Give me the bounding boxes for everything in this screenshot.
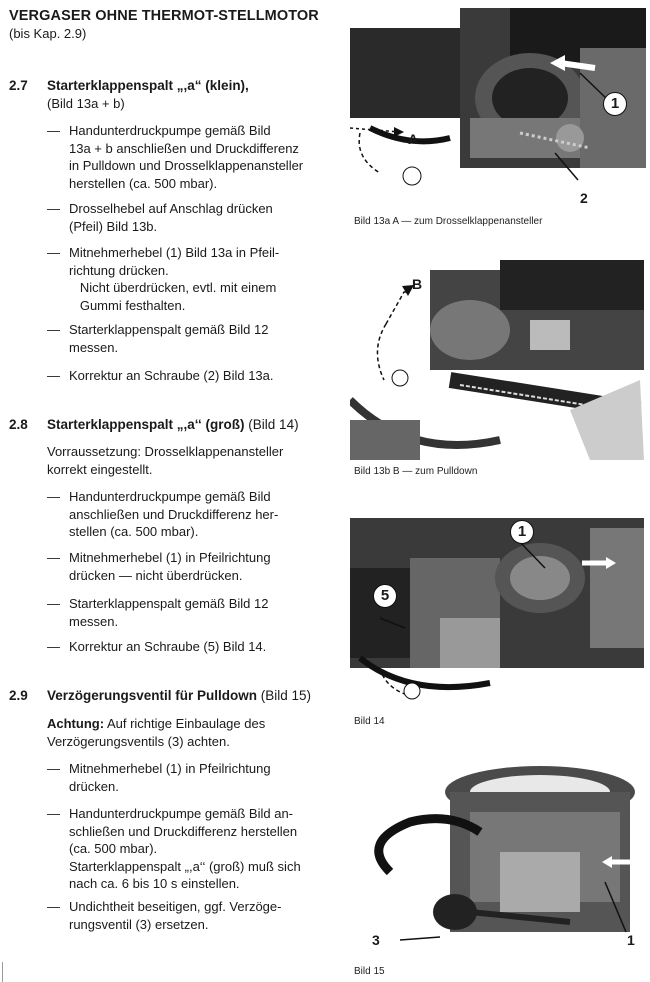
figure-15-caption: Bild 15 <box>354 966 385 977</box>
list-dash: — <box>47 550 60 565</box>
section-number: 2.9 <box>9 688 28 703</box>
attention-note <box>47 715 265 733</box>
figure-13b-caption: Bild 13b B — zum Pulldown <box>354 466 478 477</box>
figure-callout-1: 1 <box>627 932 635 948</box>
list-item-text: Starterklappenspalt gemäß Bild 12 messen. <box>69 596 269 629</box>
margin-mark <box>2 962 3 982</box>
figure-13a-photo <box>350 8 646 208</box>
list-item-text: Undichtheit beseitigen, ggf. Verzöge- rungsventil (3) ersetzen. <box>69 899 282 932</box>
list-item-text: Handunterdruckpumpe gemäß Bild anschließen und Druckdifferenz her- stellen (ca. 500 mbar). <box>69 489 279 539</box>
list-item-text: Mitnehmerhebel (1) in Pfeilrichtung drücken — nicht überdrücken. <box>69 550 271 583</box>
list-dash: — <box>47 368 60 383</box>
attention-label: Achtung: <box>47 716 105 731</box>
attention-note-line2: Verzögerungsventils (3) achten. <box>47 734 230 749</box>
list-item-text: Starterklappenspalt gemäß Bild 12 messen. <box>69 322 269 355</box>
figure-13b-photo <box>350 260 644 460</box>
section-2-7-heading <box>9 78 249 93</box>
list-dash: — <box>47 761 60 776</box>
section-title-ref: (Bild 14) <box>244 417 299 432</box>
figure-callout-3: 3 <box>372 932 380 948</box>
section-title-ref: (Bild 15) <box>257 688 312 703</box>
attention-text: Auf richtige Einbaulage des <box>104 716 266 731</box>
list-dash: — <box>47 123 60 138</box>
figure-15-photo <box>350 762 644 958</box>
section-number: 2.8 <box>9 417 28 432</box>
list-item-text: Handunterdruckpumpe gemäß Bild 13a + b anschließen und Druckdifferenz in Pulldown und Drosselklappenansteller herstellen (ca. 500 mbar). <box>69 123 304 191</box>
figure-callout-1: 1 <box>603 92 627 116</box>
section-title: Starterklappenspalt „,a“ (klein), <box>47 78 249 93</box>
list-dash: — <box>47 899 60 914</box>
page-subtitle: (bis Kap. 2.9) <box>9 26 87 41</box>
section-2-8-heading <box>9 417 299 432</box>
page-title: VERGASER OHNE THERMOT-STELLMOTOR <box>9 8 319 24</box>
figure-13a-caption: Bild 13a A — zum Drosselklappenansteller <box>354 216 543 227</box>
list-dash: — <box>47 806 60 821</box>
list-item-text: Mitnehmerhebel (1) Bild 13a in Pfeil- richtung drücken. Nicht überdrücken, evtl. mit einem Gummi festhalten. <box>69 245 280 313</box>
figure-callout-2: 2 <box>580 190 588 206</box>
list-item-text: Drosselhebel auf Anschlag drücken (Pfeil) Bild 13b. <box>69 201 273 234</box>
section-2-7-subtitle: (Bild 13a + b) <box>47 96 125 111</box>
list-item-text: Handunterdruckpumpe gemäß Bild an- schließen und Druckdifferenz herstellen (ca. 500 mbar). Starterklappenspalt „,a‘‘ (groß) muß sich nach ca. 6 bis 10 s einstellen. <box>69 806 301 891</box>
figure-14-caption: Bild 14 <box>354 716 385 727</box>
list-dash: — <box>47 245 60 260</box>
figure-callout-5: 5 <box>373 584 397 608</box>
section-title: Starterklappenspalt „,a‘‘ (groß) <box>47 417 245 432</box>
section-2-8-intro: Vorraussetzung: Drosselklappenansteller korrekt eingestellt. <box>47 444 284 477</box>
list-dash: — <box>47 596 60 611</box>
list-item-text: Korrektur an Schraube (2) Bild 13a. <box>69 368 274 383</box>
list-dash: — <box>47 322 60 337</box>
list-dash: — <box>47 201 60 216</box>
list-item-text: Korrektur an Schraube (5) Bild 14. <box>69 639 267 654</box>
section-2-9-heading <box>9 688 311 703</box>
figure-callout-A: A <box>408 131 419 147</box>
section-number: 2.7 <box>9 78 28 93</box>
figure-callout-1: 1 <box>510 520 534 544</box>
figure-14-photo <box>350 508 644 708</box>
list-item-text: Mitnehmerhebel (1) in Pfeilrichtung drücken. <box>69 761 271 794</box>
list-dash: — <box>47 639 60 654</box>
list-dash: — <box>47 489 60 504</box>
figure-callout-B: B <box>412 276 423 292</box>
section-title: Verzögerungsventil für Pulldown <box>47 688 258 703</box>
